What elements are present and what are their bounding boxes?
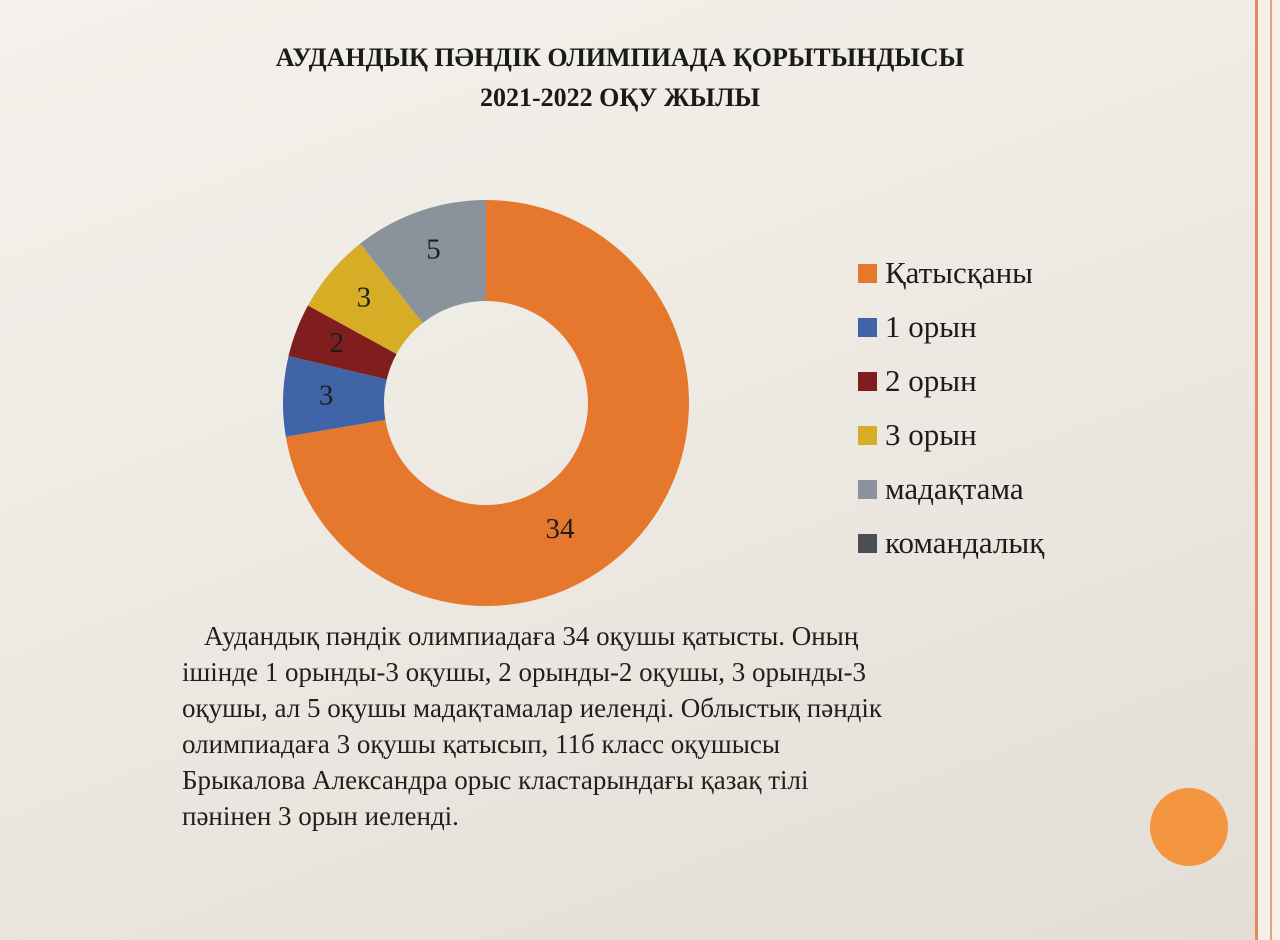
title-line-1: АУДАНДЫҚ ПӘНДІК ОЛИМПИАДА ҚОРЫТЫНДЫСЫ <box>275 43 965 72</box>
data-label-1: 34 <box>545 512 575 545</box>
data-label-3: 2 <box>329 327 344 360</box>
legend-swatch <box>858 318 877 337</box>
summary-line-6: пәнінен 3 орын иеленді. <box>182 801 459 831</box>
legend-label: 1 орын <box>885 309 977 344</box>
legend-item-1 <box>858 246 1044 300</box>
summary-text <box>182 618 1062 834</box>
legend-label: 2 орын <box>885 363 977 398</box>
decorative-circle <box>1150 788 1228 866</box>
summary-line-4: олимпиадаға 3 оқушы қатысып, 11б класс оқушысы <box>182 729 780 759</box>
data-label-5: 5 <box>426 233 441 266</box>
legend-swatch <box>858 426 877 445</box>
title-line-2: 2021-2022 ОҚУ ЖЫЛЫ <box>480 83 760 112</box>
legend-item-4 <box>858 408 1044 462</box>
legend-label: 3 орын <box>885 417 977 452</box>
legend-label: мадақтама <box>885 471 1024 506</box>
legend-label: Қатысқаны <box>885 255 1034 290</box>
legend-swatch <box>858 264 877 283</box>
summary-line-3: оқушы, ал 5 оқушы мадақтамалар иеленді. Облыстық пәндік <box>182 693 882 723</box>
legend-item-6 <box>858 516 1044 570</box>
legend-label: командалық <box>885 525 1045 560</box>
legend-swatch <box>858 480 877 499</box>
legend-item-3 <box>858 354 1044 408</box>
legend-item-2 <box>858 300 1044 354</box>
summary-line-1: Аудандық пәндік олимпиадаға 34 оқушы қатысты. Оның <box>204 621 859 651</box>
summary-line-2: ішінде 1 орынды-3 оқушы, 2 орынды-2 оқушы, 3 орынды-3 <box>182 657 866 687</box>
data-label-4: 3 <box>356 281 372 314</box>
legend-swatch <box>858 372 877 391</box>
data-label-2: 3 <box>318 379 334 412</box>
chart-legend <box>858 246 1044 570</box>
legend-item-5 <box>858 462 1044 516</box>
summary-line-5: Брыкалова Александра орыс кластарындағы қазақ тілі <box>182 765 809 795</box>
legend-swatch <box>858 534 877 553</box>
